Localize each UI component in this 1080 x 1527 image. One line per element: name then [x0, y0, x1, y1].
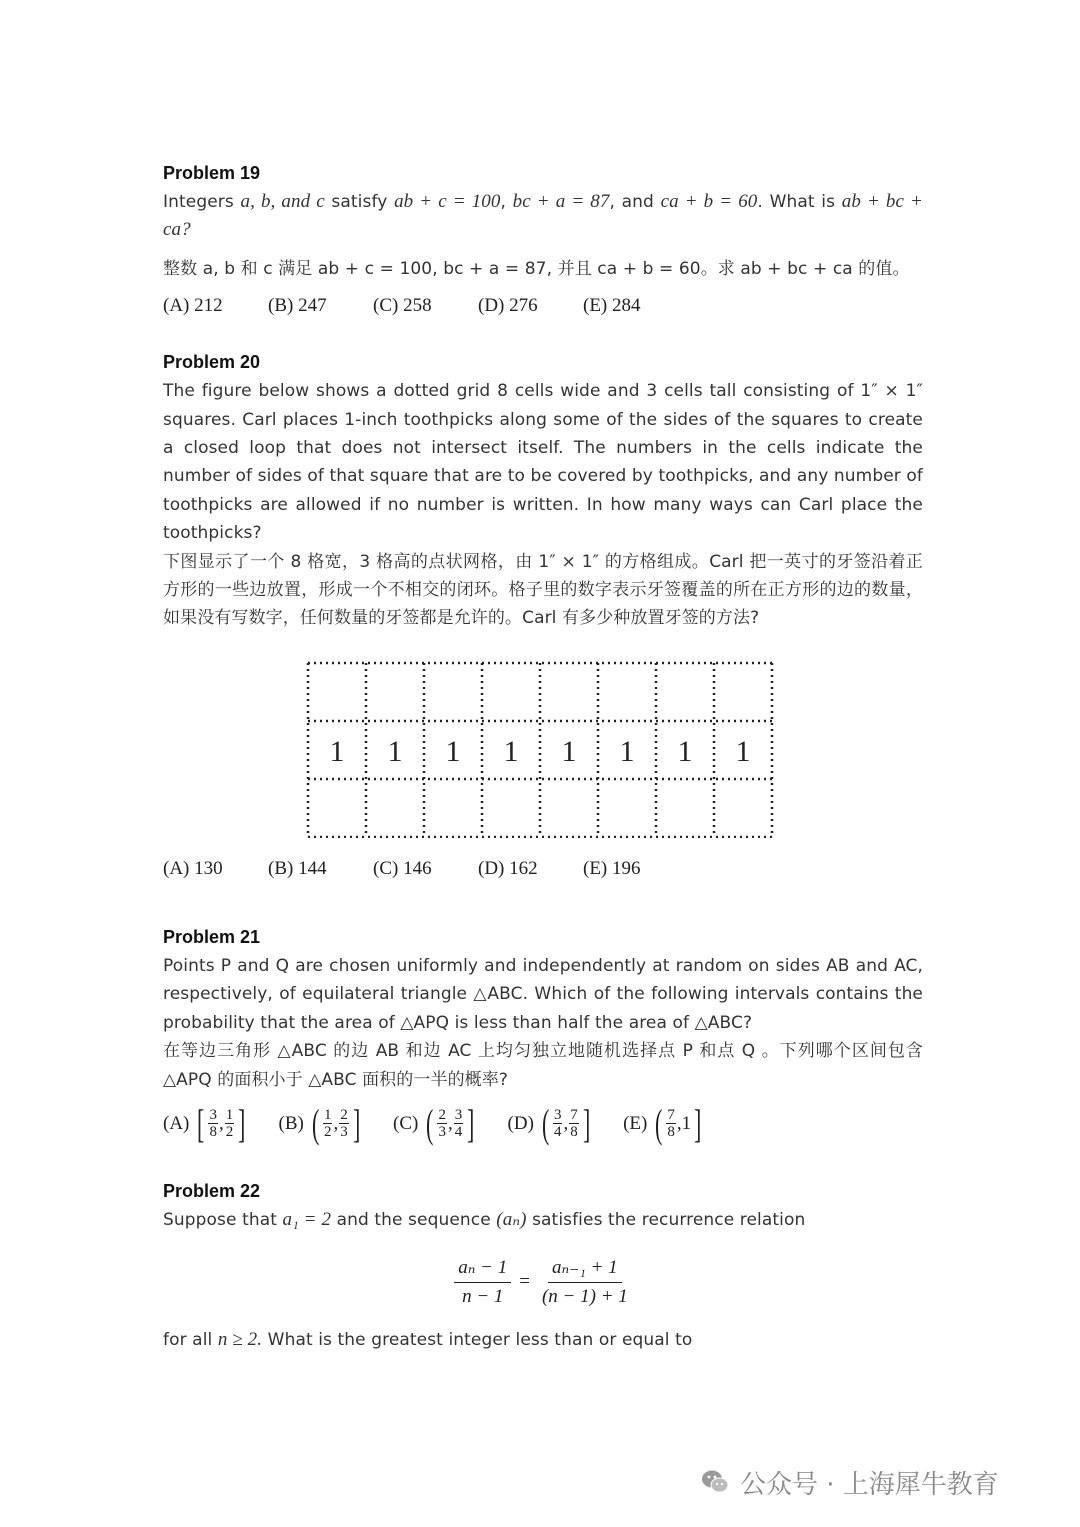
problem-22 — [163, 1176, 923, 1355]
problem-19-english: Integers a, b, and c satisfy ab + c = 100, bc + a = 87, and ca + b = 60. What is ab + bc + ca? — [163, 191, 923, 241]
grid-number: 1 — [387, 734, 403, 768]
dotted-grid-figure — [163, 648, 923, 838]
choice: (E) 196 — [583, 857, 641, 879]
grid-number: 1 — [735, 734, 751, 768]
problem-19-choices — [163, 295, 923, 317]
grid-number: 1 — [445, 734, 461, 768]
grid-number: 1 — [561, 734, 577, 768]
choice: (D) 162 — [478, 857, 538, 879]
choice: (A) 212 — [163, 295, 223, 317]
choice: (D) ( $\frac{3}{4}$ , $\frac{7}{8}$ ] — [507, 1100, 591, 1146]
choice: (C) 258 — [373, 295, 432, 317]
choice: (D) 276 — [478, 295, 538, 317]
choice: (E) 284 — [583, 295, 641, 317]
dotted-grid — [163, 648, 923, 838]
problem-21-choices — [163, 1094, 923, 1154]
choice: (A) [ $\frac{3}{8}$ , $\frac{1}{2}$ ] — [163, 1100, 246, 1146]
wechat-icon — [700, 1467, 730, 1497]
watermark-text: 公众号 · 上海犀牛教育 — [740, 1469, 999, 1500]
problem-19-chinese: 整数 a, b 和 c 满足 ab + c = 100, bc + a = 87, 并且 ca + b = 60。求 ab + bc + ca 的值。 — [163, 258, 910, 279]
choice: (C) ( $\frac{2}{3}$ , $\frac{3}{4}$ ] — [393, 1100, 475, 1146]
problem-20 — [163, 347, 923, 880]
choice: (B) ( $\frac{1}{2}$ , $\frac{2}{3}$ ] — [278, 1100, 361, 1146]
document-page — [163, 158, 923, 1355]
problem-19-title: Problem 19 — [163, 163, 261, 183]
grid-number: 1 — [329, 734, 345, 768]
choice: (E) ( $\frac{7}{8}$ , 1 ] — [623, 1100, 702, 1146]
grid-number: 1 — [619, 734, 635, 768]
lhs-fraction: $\frac{\text{aₙ − 1}}{n - 1}$ — [454, 1256, 511, 1308]
problem-21-chinese: 在等边三角形 △ABC 的边 AB 和边 AC 上均匀独立地随机选择点 P 和点 Q 。下列哪个区间包含 △APQ 的面积小于 △ABC 面积的一半的概率? — [163, 1041, 923, 1090]
problem-20-choices — [163, 858, 923, 880]
choice: (C) 146 — [373, 857, 432, 879]
problem-22-english-2: for all n ≥ 2. What is the greatest integer less than or equal to — [163, 1329, 693, 1351]
problem-21-title: Problem 21 — [163, 926, 261, 947]
choice: (B) 247 — [268, 295, 327, 317]
choice: (A) 130 — [163, 857, 223, 879]
recurrence-equation: $\frac{\text{aₙ − 1}}{n - 1}$ = $\frac{\text{aₙ₋₁ + 1}}{(n - 1) + 1}$ — [163, 1256, 923, 1308]
problem-21 — [163, 922, 923, 1154]
problem-20-title: Problem 20 — [163, 352, 261, 373]
watermark — [700, 1462, 1060, 1502]
problem-22-title: Problem 22 — [163, 1180, 261, 1201]
rhs-fraction: $\frac{\text{aₙ₋₁ + 1}}{(n - 1) + 1}$ — [541, 1257, 628, 1308]
problem-22-english: Suppose that a₁ = 2 and the sequence (aₙ) satisfies the recurrence relation — [163, 1208, 806, 1230]
problem-20-english: The figure below shows a dotted grid 8 cells wide and 3 cells tall consisting of 1″ × 1″ squares. Carl places 1-inch toothpicks along some of the sides of the squares to create a closed loop that does not intersect itself. The numbers in the cells indicate the number of sides of that square that are to be covered by toothpicks, and any number of toothpicks are allowed if no number is written. In how many ways can Carl place the toothpicks? — [163, 381, 923, 544]
problem-19 — [163, 158, 923, 317]
problem-21-english: Points P and Q are chosen uniformly and independently at random on sides AB and AC, respectively, of equilateral triangle △ABC. Which of the following intervals contains the probability that the area of △APQ is less than half the area of △ABC? — [163, 955, 923, 1033]
problem-20-chinese: 下图显示了一个 8 格宽，3 格高的点状网格，由 1″ × 1″ 的方格组成。Carl 把一英寸的牙签沿着正方形的一些边放置，形成一个不相交的闭环。格子里的数字表示牙签覆盖的所在正方形的边的数量，如果没有写数字，任何数量的牙签都是允许的。Carl 有多少种放置牙签的方法? — [163, 551, 923, 629]
choice: (B) 144 — [268, 857, 327, 879]
grid-number: 1 — [677, 734, 693, 768]
grid-number: 1 — [503, 734, 519, 768]
